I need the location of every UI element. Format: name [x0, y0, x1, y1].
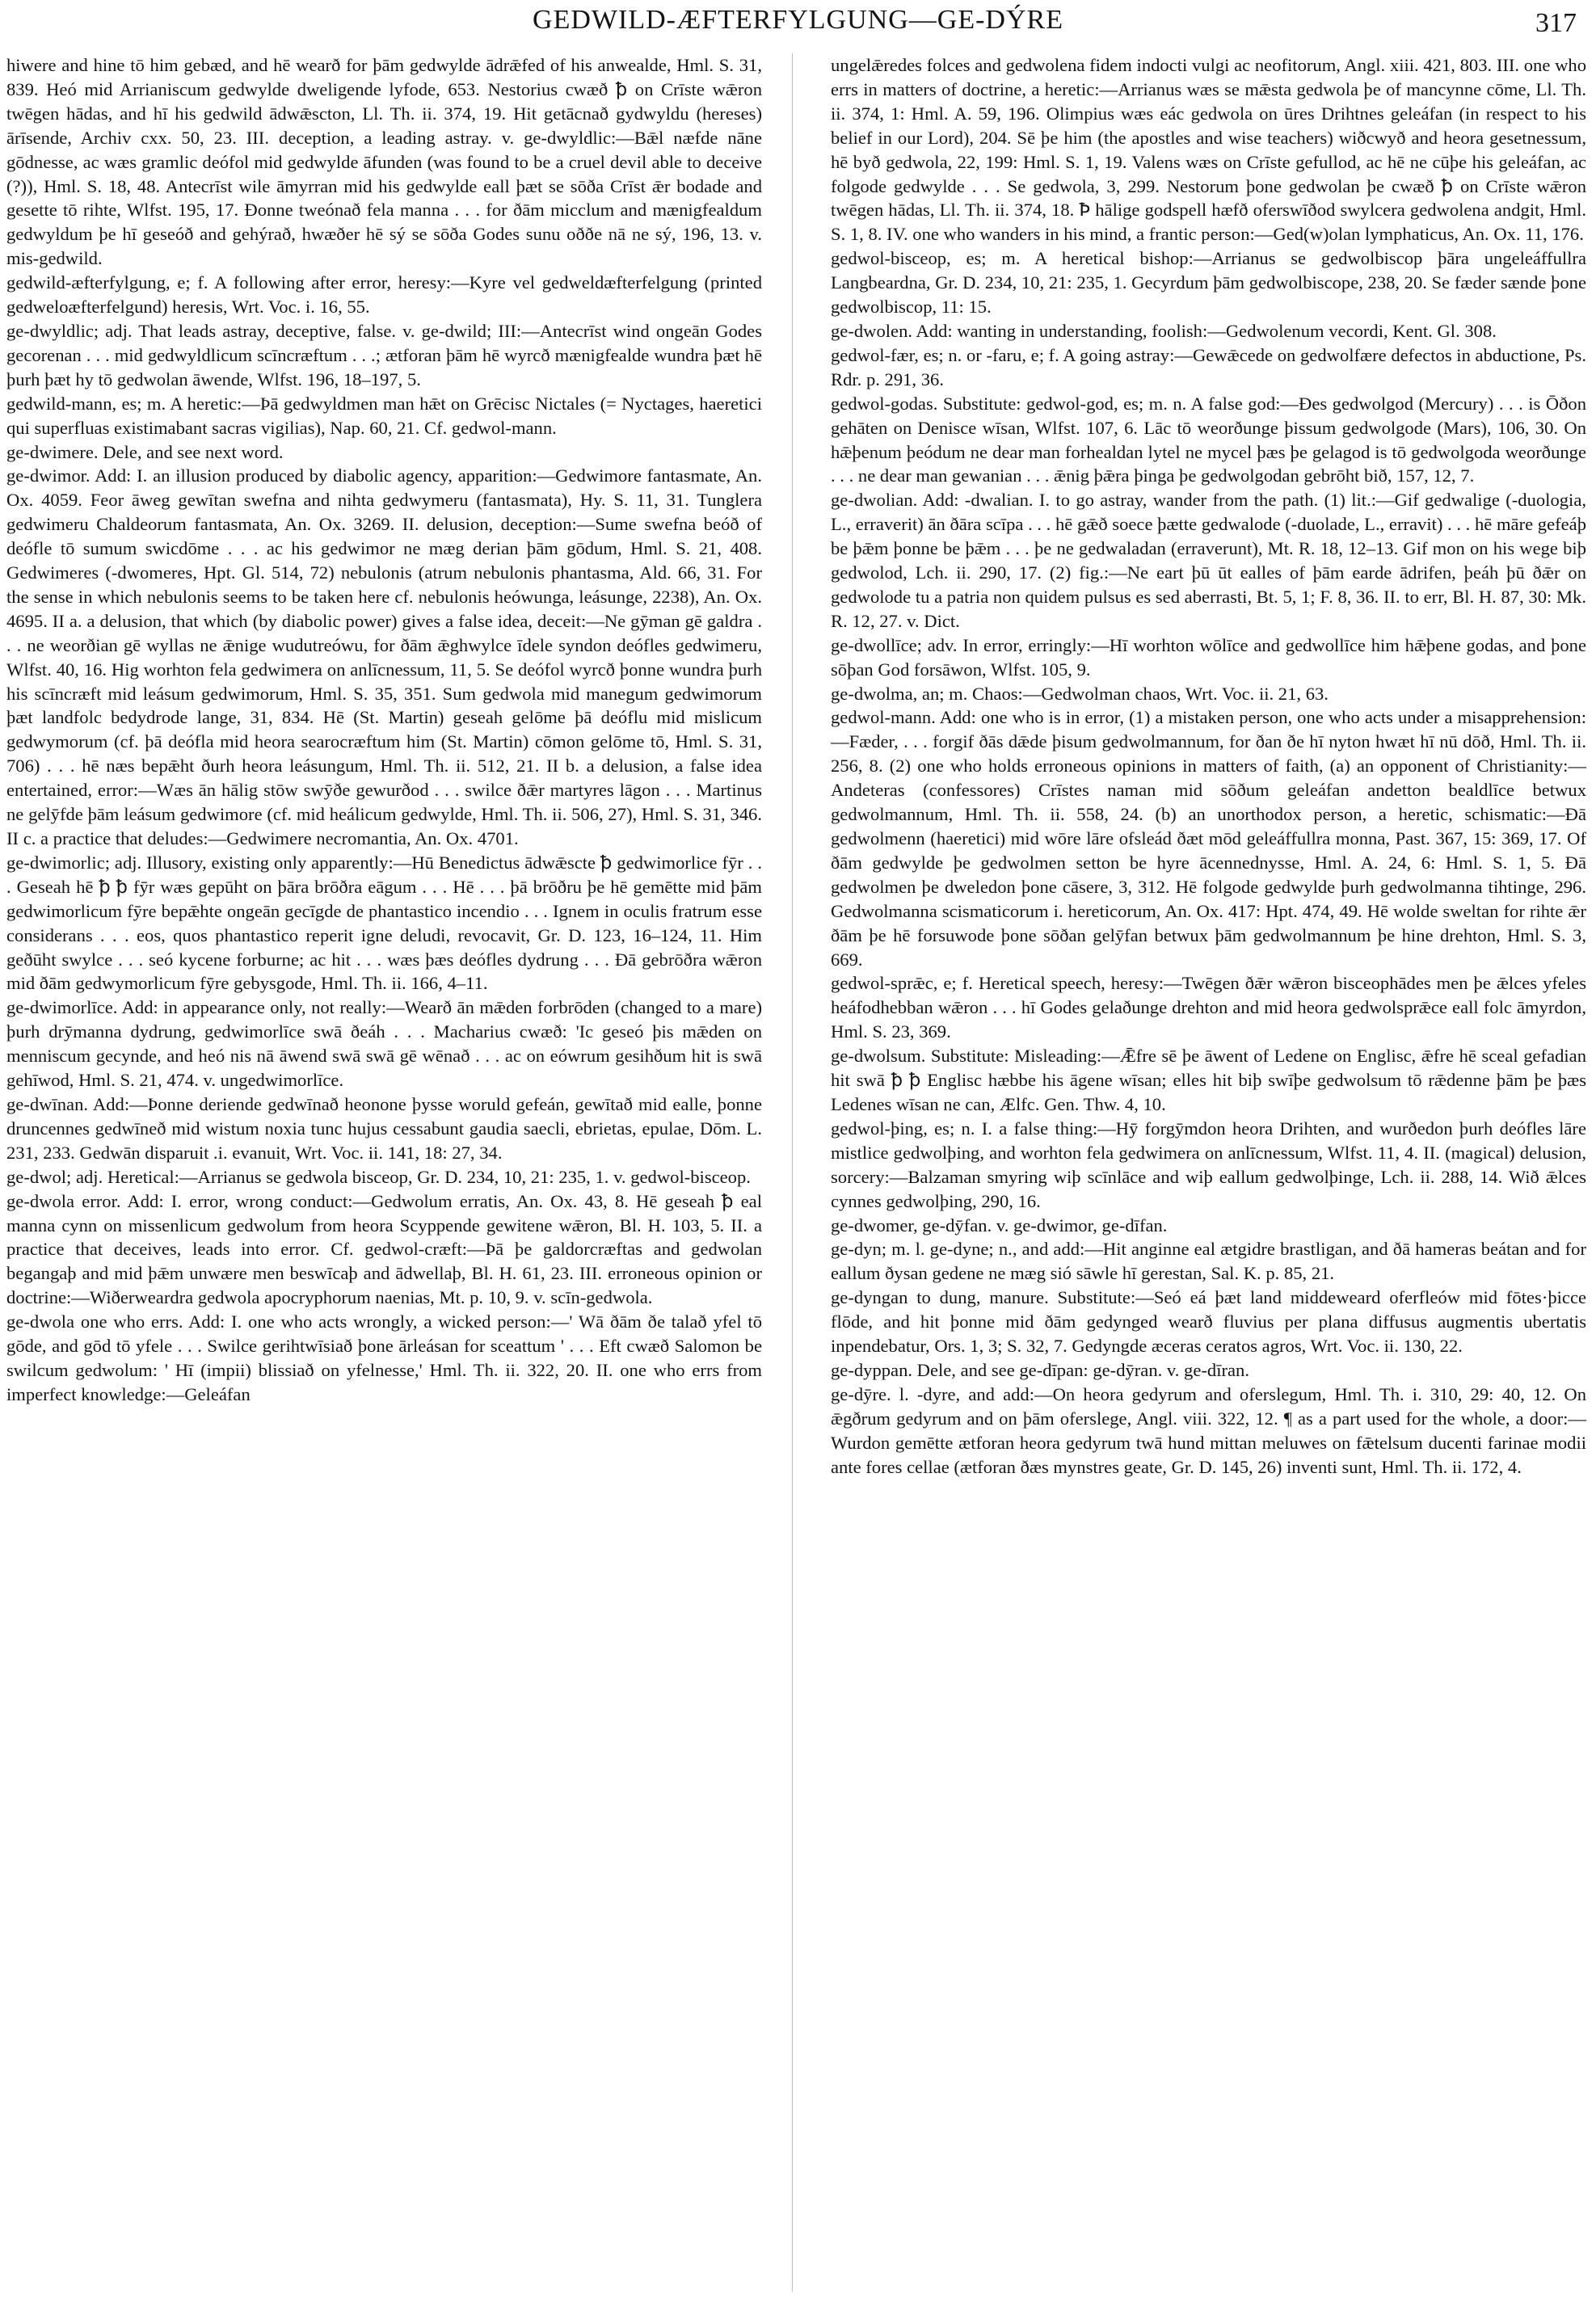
entry-paragraph: gedwol-þing, es; n. I. a false thing:—Hȳ forgȳmdon heora Drihten, and wurðedon þurh deófles lāre mistlice gedwolþing, and worhton fela gedwimera on anlīcnessum, Wlfst. 11, 4. II. (magical) delusion, sorcery:—Balzaman smyring wiþ scīnlāce and wiþ eallum gedwolþinge, Lch. ii. 288, 14. Wið ǣlces cynnes gedwolþing, 290, 16.	[831, 1118, 1586, 1211]
entry-paragraph: gedwol-mann. Add: one who is in error, (1) a mistaken person, one who acts under a misapprehension:—Fæder, . . . forgif ðās dǣde þisum gedwolmannum, for ðan ðe hī nyton hwæt hī nū dōð, Hml. Th. ii. 256, 8. (2) one who holds erroneous opinions in matters of faith, (a) an opponent of Christianity:—Andeteras (confessores) Crīstes naman mid sōðum geleáfan andetton bealdlīce betwux gedwolmannum, Hml. Th. ii. 558, 24. (b) an unorthodox person, a heretic, schismatic:—Ðā gedwolmenn (haeretici) mid wōre lāre ofsleád ðæt mōd geleáffullra monna, Past. 367, 15: 369, 17. Of ðām gedwylde þe gedwolmen setton be hyre ācennednysse, Hml. A. 24, 6: Hml. S. 1, 5. Ðā gedwolmen þe dweledon þone cāsere, 3, 312. Hē folgode gedwylde þurh gedwolmanna tihtinge, 296. Gedwolmanna scismaticorum i. hereticorum, An. Ox. 417: Hpt. 474, 49. Hē wolde sweltan for rihte ǣr ðām þe hē forsuwode þone sōðan gelȳfan betwux þām gedwolmannum þe hine drehton, Hml. S. 3, 669.	[831, 707, 1586, 970]
entry-paragraph: ge-dwola error. Add: I. error, wrong conduct:—Gedwolum erratis, An. Ox. 43, 8. Hē geseah ꝥ eal manna cynn on missenlicum gedwolum from heora Scyppende gewitene wǣron, Bl. H. 103, 5. II. a practice that deceives, leads into error. Cf. gedwol-cræft:—Þā þe galdorcræftas and gedwolan begangaþ and mid þǣm unwære men beswīcaþ and ādwellaþ, Bl. H. 61, 23. III. erroneous opinion or doctrine:—Wiðerweardra gedwola apocryphorum naenias, Mt. p. 10, 9. v. scīn-gedwola.	[6, 1190, 762, 1308]
column-divider	[792, 53, 793, 2292]
entry-paragraph: ge-dwol; adj. Heretical:—Arrianus se gedwola bisceop, Gr. D. 234, 10, 21: 235, 1. v. gedwol-bisceop.	[6, 1166, 751, 1187]
entry-paragraph: ge-dwolma, an; m. Chaos:—Gedwolman chaos, Wrt. Voc. ii. 21, 63.	[831, 683, 1329, 704]
entry-paragraph: ge-dȳre. l. -dyre, and add:—On heora gedyrum and oferslegum, Hml. Th. i. 310, 29: 40, 12. On ǣgðrum gedyrum and on þām oferslege, Angl. viii. 322, 12. ¶ as a part used for the whole, a door:—Wurdon gemētte ætforan heora gedyrum twā hund mittan meluwes on fǣtelsum ducenti farinae modii ante fores cellae (ætforan ðæs mynstres geate, Gr. D. 145, 26) inventi sunt, Hml. Th. ii. 172, 4.	[831, 1383, 1586, 1477]
entry-paragraph: ge-dyppan. Dele, and see ge-dīpan: ge-dȳran. v. ge-dīran.	[831, 1359, 1249, 1380]
entry-paragraph: ge-dwīnan. Add:—Þonne deriende gedwīnað heonone þysse woruld gefeán, gewītað mid ealle, þonne druncennes gedwīneð mid wistum noxia tunc hujus cessabunt gaudia saecli, ebrietas, epulae, Dōm. L. 231, 233. Gedwān disparuit .i. evanuit, Wrt. Voc. ii. 141, 18: 27, 34.	[6, 1093, 762, 1163]
entry-paragraph: ge-dwyldlic; adj. That leads astray, deceptive, false. v. ge-dwild; III:—Antecrīst wind ongeān Godes gecorenan . . . mid gedwyldlicum scīncræftum . . .; ætforan þām hē wyrcð mænigfealde wundra þæt hē þurh þæt hy tō gedwolan āwende, Wlfst. 196, 18–197, 5.	[6, 320, 762, 389]
left-column	[6, 53, 762, 1407]
entry-paragraph: ge-dwomer, ge-dȳfan. v. ge-dwimor, ge-dīfan.	[831, 1214, 1168, 1235]
entry-paragraph: ge-dwimere. Dele, and see next word.	[6, 441, 284, 462]
entry-paragraph: ge-dyngan to dung, manure. Substitute:—Seó eá þæt land middeweard oferfleów mid fōtes·þicce flōde, and hit þonne mid ðām gedynged wearð fluvius per plana diffusus augmentis ubertatis inpendebatur, Ors. 1, 3; S. 32, 7. Gedyngde æceras ceratos agros, Wrt. Voc. ii. 130, 22.	[831, 1287, 1586, 1357]
entry-paragraph: ge-dwollīce; adv. In error, erringly:—Hī worhton wōlīce and gedwollīce him hǣþene godas, and þone sōþan God forsāwon, Wlfst. 105, 9.	[831, 634, 1586, 680]
running-header	[0, 5, 1596, 37]
entry-paragraph: ge-dwolian. Add: -dwalian. I. to go astray, wander from the path. (1) lit.:—Gif gedwalige (-duologia, L., erraverit) ān ðāra scīpa . . . hē gǣð soece þætte gedwalode (-duolade, L., erravit) . . . hē māre gefeáþ be þǣm þonne be þǣm . . . þe ne gedwaladan (erraverunt), Mt. R. 18, 12–13. Gif mon on his wege biþ gedwolod, Lch. ii. 290, 17. (2) fig.:—Ne eart þū ūt ealles of þām earde ādrifen, þeáh þū ðǣr on gedwolode tu a patria non quidem pulsus es sed aberrasti, Bt. 5, 1; F. 8, 36. II. to err, Bl. H. 87, 30: Mk. R. 12, 27. v. Dict.	[831, 490, 1586, 631]
entry-paragraph: gedwol-godas. Substitute: gedwol-god, es; m. n. A false god:—Ðes gedwolgod (Mercury) . . . is Ōðon gehāten on Denisce wīsan, Wlfst. 107, 6. Lāc tō weorðunge þissum gedwolgode (Mars), 106, 30. On hǣþenum þeódum ne dear man forhealdan lytel ne mycel þæs þe gelagod is tō gedwolgoda weorðunge . . . ne dear man gewanian . . . ǣnig þǣra þinga þe gedwolgodan gebrōht bið, 157, 12, 7.	[831, 393, 1586, 486]
entry-paragraph: gedwol-fær, es; n. or -faru, e; f. A going astray:—Gewǣcede on gedwolfære defectos in abductione, Ps. Rdr. p. 291, 36.	[831, 344, 1586, 389]
entry-paragraph: hiwere and hine tō him gebæd, and hē wearð for þām gedwylde ādrǣfed of his anwealde, Hml. S. 31, 839. Heó mid Arrianiscum gedwylde dweligende lyfode, 653. Nestorius cwæð ꝥ on Crīste wǣron twēgen hādas, and hī his gedwild ādwǣscton, Ll. Th. ii. 374, 19. Hit getācnað gydwyldu (hereses) ārīsende, Archiv cxx. 50, 23. III. deception, a leading astray. v. ge-dwyldlic:—Bǣl næfde nāne gōdnesse, ac wæs gramlic deófol mid gedwylde āfunden (was found to be a cruel devil able to deceive (?)), Hml. S. 18, 48. Antecrīst wile āmyrran mid his gedwylde eall þæt se sōða Crīst ǣr bodade and gesette tō rihte, Wlfst. 195, 17. Ðonne tweónað fela manna . . . for ðām micclum and mænigfealdum gedwyldum þe hī geseóð and gehýrað, hwæðer hē sý se sōða Godes sunu oððe nā ne sý, 196, 13. v. mis-gedwild.	[6, 55, 762, 269]
entry-paragraph: gedwol-sprǣc, e; f. Heretical speech, heresy:—Twēgen ðǣr wǣron bisceophādes men þe ǣlces yfeles heáfodhebban wǣron . . . hī Godes gelaðunge drehton and mid heora gedwolsprǣce eall folc āmyrdon, Hml. S. 23, 369.	[831, 973, 1586, 1042]
entry-paragraph: gedwol-bisceop, es; m. A heretical bishop:—Arrianus se gedwolbiscop þāra ungeleáffullra Langbeardna, Gr. D. 234, 10, 21: 235, 1. Gecyrdum þām gedwolbiscope, 238, 20. Se fæder sænde þone gedwolbiscop, 11: 15.	[831, 248, 1586, 318]
entry-paragraph: ge-dwolsum. Substitute: Misleading:—Ǣfre sē þe āwent of Ledene on Englisc, ǣfre hē sceal gefadian hit swā ꝥ ꝥ Englisc hæbbe his āgene wīsan; elles hit biþ swīþe gedwolsum tō rǣdenne þām þe þæs Ledenes wīsan ne can, Ælfc. Gen. Thw. 4, 10.	[831, 1046, 1586, 1114]
running-title: GEDWILD-ÆFTERFYLGUNG—GE-DÝRE	[533, 5, 1063, 35]
page-number: 317	[1535, 8, 1577, 38]
entry-paragraph: gedwild-mann, es; m. A heretic:—Þā gedwyldmen man hǣt on Grēcisc Nictales (= Nyctages, haeretici qui superfluas existimabant sacras vigilias), Nap. 60, 21. Cf. gedwol-mann.	[6, 393, 762, 438]
entry-paragraph: ge-dwimorlic; adj. Illusory, existing only apparently:—Hū Benedictus ādwǣscte ꝥ gedwimorlice fȳr . . . Geseah hē ꝥ ꝥ fȳr wæs gepūht on þāra brōðra eāgum . . . Hē . . . þā brōðru þe hē gemētte mid þām gedwimorlicum fȳre bepǣhte ongeān gecīgde de phantastico incendio . . . Ignem in oculis fratrum esse considerans . . . eos, quos phantastico reperit igne deludi, revocavit, Gr. D. 123, 16–124, 11. Him geðūht swylce . . . seó kycene forburne; ac hit . . . wæs þæs deófles dydrung . . . Ðā gebrōðra wǣron mid ðām gedwymorlicum fȳre gebysgode, Hml. Th. ii. 166, 4–11.	[6, 852, 762, 994]
entry-paragraph: ge-dyn; m. l. ge-dyne; n., and add:—Hit anginne eal ætgidre brastligan, and ðā hameras beátan and for eallum ðysan gedene ne mæg sió sāwle hī gerestan, Sal. K. p. 85, 21.	[831, 1239, 1586, 1284]
entry-paragraph: gedwild-æfterfylgung, e; f. A following after error, heresy:—Kyre vel gedweldæfterfelgung (printed gedweloæfterfelgund) heresis, Wrt. Voc. i. 16, 55.	[6, 272, 762, 318]
entry-paragraph: ungelǣredes folces and gedwolena fidem indocti vulgi ac neofitorum, Angl. xiii. 421, 803. III. one who errs in matters of doctrine, a heretic:—Arrianus wæs se mǣsta gedwola þe of mancynne cōme, Ll. Th. ii. 374, 1: Hml. A. 59, 196. Olimpius wæs eác gedwola on ūres Drihtnes geleáfan (in respect to his belief in our Lord), 204. Sē þe him (the apostles and wise teachers) wiðcwyð and heora gesetnessum, hē byð gedwola, 22, 199: Hml. S. 1, 19. Valens wæs on Crīste gefullod, ac hē ne cūþe his geleáfan, ac folgode gedwylde . . . Se gedwola, 3, 299. Nestorum þone gedwolan þe cwæð ꝥ on Crīste wǣron twēgen hādas, Ll. Th. ii. 374, 18. Ꝥ hālige godspell hæfð oferswīðod swylcera gedwolena andgit, Hml. S. 1, 8. IV. one who wanders in his mind, a frantic person:—Ged(w)olan lymphaticus, An. Ox. 11, 176.	[831, 55, 1586, 245]
entry-paragraph: ge-dwolen. Add: wanting in understanding, foolish:—Gedwolenum vecordi, Kent. Gl. 308.	[831, 320, 1497, 341]
entry-paragraph: ge-dwola one who errs. Add: I. one who acts wrongly, a wicked person:—' Wā ðām ðe talað yfel tō gōde, and gōd tō yfele . . . Swilce gerihtwīsiað þone ārleásan for sceattum ' . . . Eft cwæð Salomon be swilcum gedwolum: ' Hī (impii) blissiað on yfelnesse,' Hml. Th. ii. 322, 20. II. one who errs from imperfect knowledge:—Geleáfan	[6, 1311, 762, 1404]
right-column	[831, 53, 1586, 1479]
entry-paragraph: ge-dwimor. Add: I. an illusion produced by diabolic agency, apparition:—Gedwimore fantasmate, An. Ox. 4059. Feor āweg gewītan swefna and nihta gedwymeru (fantasmata), Hy. S. 11, 31. Tunglera gedwimeru Chaldeorum fantasmata, An. Ox. 3269. II. delusion, deception:—Sume swefna beóð of deófle tō sumum swicdōme . . . ac his gedwimor ne mæg derian þām gōdum, Hml. S. 21, 408. Gedwimeres (-dwomeres, Hpt. Gl. 514, 72) nebulonis (atrum nebulonis phantasma, Ald. 66, 31. For the sense in which nebulonis seems to be taken here cf. nebulonis heówunga, leásunge, 2238), An. Ox. 4695. II a. a delusion, that which (by diabolic power) gives a false idea, deceit:—Ne gȳman gē galdra . . . ne weorðian gē wyllas ne ǣnige wudutreówu, for ðām ǣghwylce īdele syndon deófles gedwimeru, Wlfst. 40, 16. Hig worhton fela gedwimera on anlīcnessum, 11, 5. Se deófol wyrcð þonne wundra þurh his scīncræft mid leásum gedwimorum, Hml. S. 35, 351. Sum gedwola mid manegum gedwimorum þæt landfolc bedydrode lange, 31, 834. Hē (St. Martin) geseah gelōme þā deóflu mid mislicum gedwymorum (cf. þā deófla mid heora searocræftum him (St. Martin) cōmon gelōme tō, Hml. S. 31, 706) . . . hē næs bepǣht ðurh heora leásungum, Hml. Th. ii. 512, 21. II b. a delusion, a false idea entertained, error:—Wæs ān hālig stōw swȳðe gewurðod . . . swilce ðǣr martyres lāgon . . . Martinus ne gelȳfde þām leásum gedwimore (cf. mid heálicum gedwylde, Hml. Th. ii. 506, 27), Hml. S. 31, 346. II c. a practice that deludes:—Gedwimere necromantia, An. Ox. 4701.	[6, 465, 762, 848]
entry-paragraph: ge-dwimorlīce. Add: in appearance only, not really:—Wearð ān mǣden forbrōden (changed to a mare) þurh drȳmanna dydrung, gedwimorlīce swā ðeáh . . . Macharius cwæð: 'Ic geseó þis mǣden on menniscum gecynde, and heó nis nā āwend swā swā gē wēnað . . . ac on eówrum gesihðum hit is swā gehīwod, Hml. S. 21, 474. v. ungedwimorlīce.	[6, 997, 762, 1091]
